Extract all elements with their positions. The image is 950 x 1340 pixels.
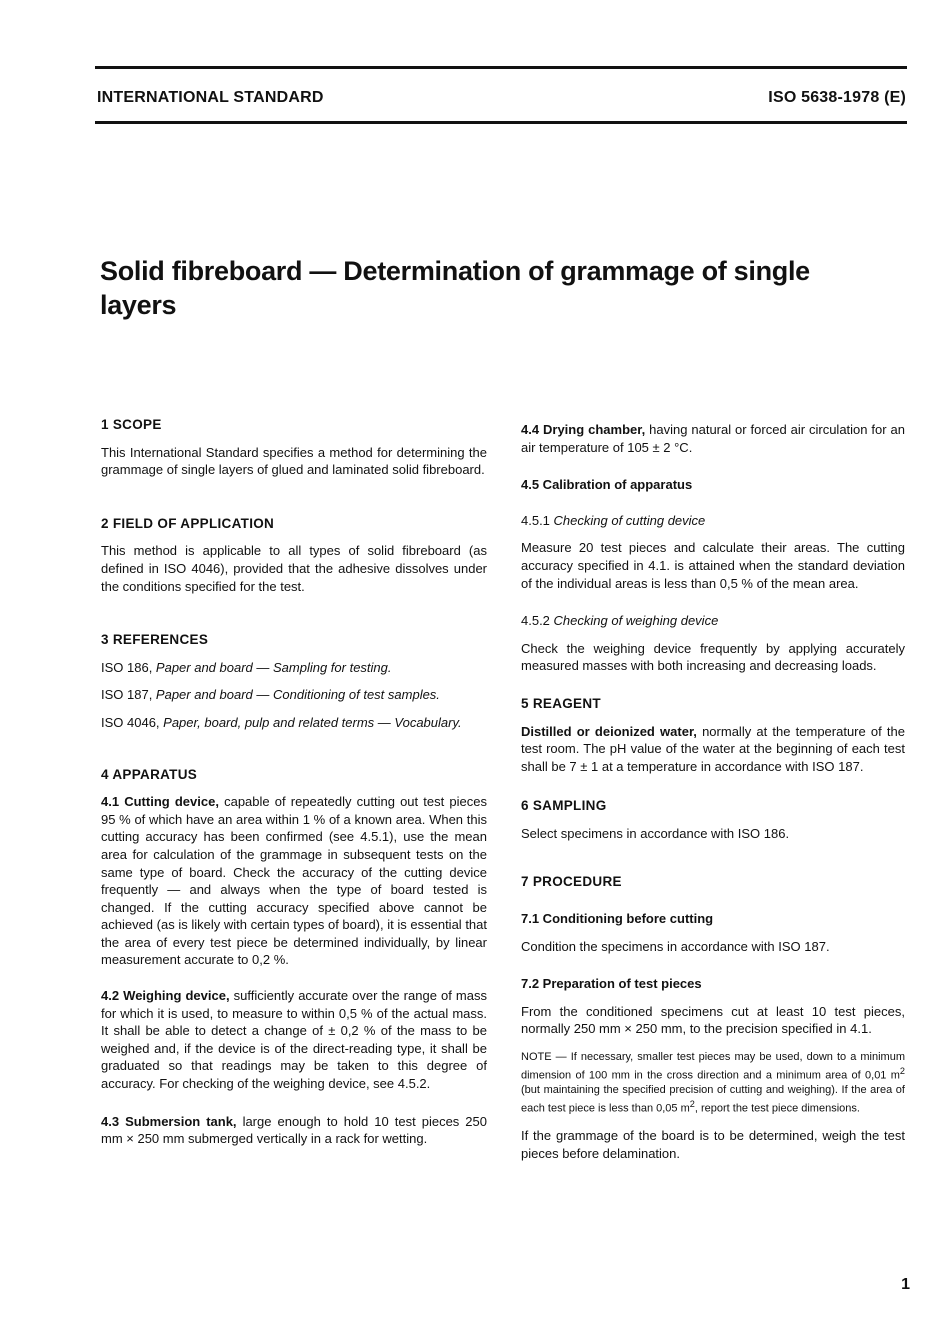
clause-4-5-2-heading: 4.5.2 Checking of weighing device (521, 613, 719, 629)
clause-4-5-1-text: Measure 20 test pieces and calculate their areas. The cutting accuracy specified in 4.1. is attained when the standard deviation of the individual areas is less than 0,5 % of the mean area. (521, 540, 905, 591)
standard-number: ISO 5638-1978 (E) (768, 89, 906, 106)
section-field-heading: 2 FIELD OF APPLICATION (101, 515, 275, 531)
clause-4-5-2-text: Check the weighing device frequently by applying accurately measured masses with both increasing and decreasing loads. (521, 640, 905, 674)
reference-item: ISO 187, Paper and board — Conditioning of test samples. (101, 687, 440, 703)
clause-7-2-heading: 7.2 Preparation of test pieces (521, 976, 702, 992)
header-bottom-rule (95, 121, 907, 124)
section-sampling-text: Select specimens in accordance with ISO 186. (521, 825, 790, 841)
section-sampling-heading: 6 SAMPLING (521, 798, 607, 814)
right-column (521, 421, 905, 1163)
section-reagent-text: Distilled or deionized water, normally at the temperature of the test room. The pH value of the water at the beginning of each test shall be 7 ± 1 at a temperature in accordance with ISO 187. (521, 723, 906, 774)
document-title: Solid fibreboard — Determination of grammage of single layers (100, 256, 810, 320)
section-apparatus-heading: 4 APPARATUS (101, 766, 198, 782)
clause-7-1-text: Condition the specimens in accordance with ISO 187. (521, 938, 830, 954)
left-column (101, 416, 487, 1148)
clause-4-3: 4.3 Submersion tank, large enough to hold 10 test pieces 250 mm × 250 mm submerged vertically in a rack for wetting. (101, 1113, 487, 1147)
section-scope-heading: 1 SCOPE (101, 417, 162, 432)
clause-7-2-text: From the conditioned specimens cut at least 10 test pieces, normally 250 mm × 250 mm, to the precision specified in 4.1. (521, 1003, 905, 1037)
section-scope-text: This International Standard specifies a method for determining the grammage of single layers of glued and laminated solid fibreboard. (101, 444, 487, 478)
clause-7-2-note: NOTE — If necessary, smaller test pieces may be used, down to a minimum dimension of 100 mm in the cross direction and a minimum area of 0,01 $m^2$ (but maintaining the specified precision of cutting and weighing). If the area of each test piece is less than 0,05 $m^2$, report the test piece dimensions. (521, 1051, 905, 1115)
clause-4-1: 4.1 Cutting device, capable of repeatedly cutting out test pieces 95 % of which have an area within 1 % of a known area. When this cutting accuracy has been confirmed (see 4.5.1), use the mean area for calculation of the grammage in subsequent tests on the same type of board. Check the accuracy of the cutting device frequently — and always when the type of board tested is changed. If the cutting accuracy specified above cannot be achieved (as is likely with certain types of board), it is essential that the area of every test piece be determined individually, by linear measurement accurate to 0,2 %. (101, 794, 487, 968)
document-type-label: INTERNATIONAL STANDARD (97, 89, 324, 106)
reference-item: ISO 4046, Paper, board, pulp and related terms — Vocabulary. (101, 714, 462, 730)
clause-4-5-1-heading: 4.5.1 Checking of cutting device (521, 512, 706, 528)
reference-item: ISO 186, Paper and board — Sampling for testing. (101, 659, 392, 675)
section-field-text: This method is applicable to all types of solid fibreboard (as defined in ISO 4046), provided that the adhesive dissolves under the conditions specified for the test. (101, 543, 487, 594)
clause-4-2: 4.2 Weighing device, sufficiently accurate over the range of mass for which it is used, to measure to within 0,5 % of the actual mass. It shall be able to detect a change of ± 0,2 % of the mass to be weighed and, if the device is of the direct-reading type, it shall be graduated so that readings may be taken to this degree of accuracy. For checking of the weighing device, see 4.5.2. (101, 988, 487, 1092)
header-top-rule (95, 66, 907, 69)
clause-7-1-heading: 7.1 Conditioning before cutting (521, 911, 714, 927)
clause-7-2-final-text: If the grammage of the board is to be determined, weigh the test pieces before delamination. (521, 1128, 905, 1161)
clause-4-5-heading: 4.5 Calibration of apparatus (521, 477, 693, 493)
clause-4-4: 4.4 Drying chamber, having natural or forced air circulation for an air temperature of 105 ± 2 °C. (521, 422, 905, 455)
page-number: 1 (901, 1276, 910, 1293)
section-procedure-heading: 7 PROCEDURE (521, 873, 622, 889)
section-references-heading: 3 REFERENCES (101, 632, 209, 648)
section-reagent-heading: 5 REAGENT (521, 695, 601, 711)
